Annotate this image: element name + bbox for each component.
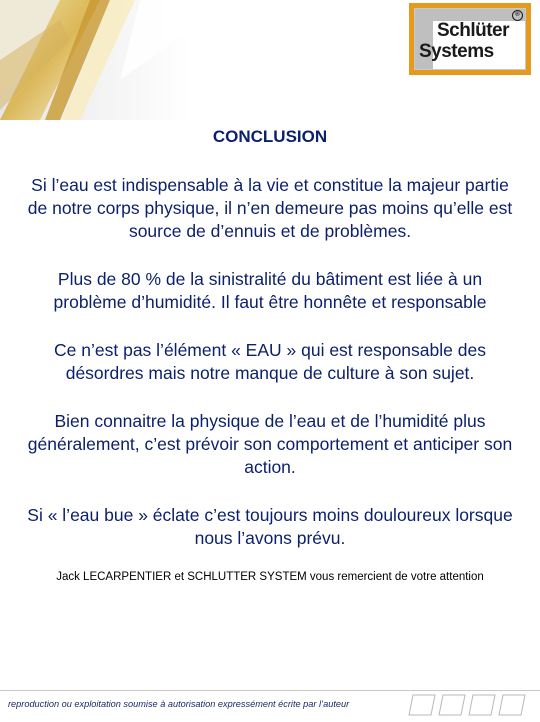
footer-decor-shapes <box>405 693 535 717</box>
paragraph-4: Bien connaitre la physique de l’eau et de l’humidité plus généralement, c’est prévoir son comportement et anticiper son action. <box>27 411 513 477</box>
footer-notice: reproduction ou exploitation soumise à autorisation expressément écrite par l’auteur <box>8 699 350 709</box>
footer-divider <box>0 690 540 691</box>
logo-text-line2: Systems <box>419 41 494 62</box>
paragraph-5: Si « l’eau bue » éclate c’est toujours moins douloureux lorsque nous l’avons prévu. <box>27 505 513 548</box>
paragraph-1: Si l’eau est indispensable à la vie et constitue la majeur partie de notre corps physique, il n’en demeure pas moins qu’elle est source de d’ennuis et de problèmes. <box>27 175 513 241</box>
schluter-systems-logo <box>409 3 531 75</box>
logo-inner <box>414 8 526 70</box>
logo-text-line1: Schlüter <box>437 20 510 41</box>
slide-heading: CONCLUSION <box>212 127 328 146</box>
slide-content <box>20 126 520 584</box>
thanks-line: Jack LECARPENTIER et SCHLUTTER SYSTEM vous remercient de votre attention <box>56 571 484 583</box>
paragraph-2: Plus de 80 % de la sinistralité du bâtiment est liée à un problème d’humidité. Il faut être honnête et responsable <box>53 269 487 312</box>
corner-decor-image <box>0 0 190 120</box>
registered-mark: ® <box>512 10 523 21</box>
paragraph-3: Ce n’est pas l’élément « EAU » qui est responsable des désordres mais notre manque de culture à son sujet. <box>54 340 486 383</box>
